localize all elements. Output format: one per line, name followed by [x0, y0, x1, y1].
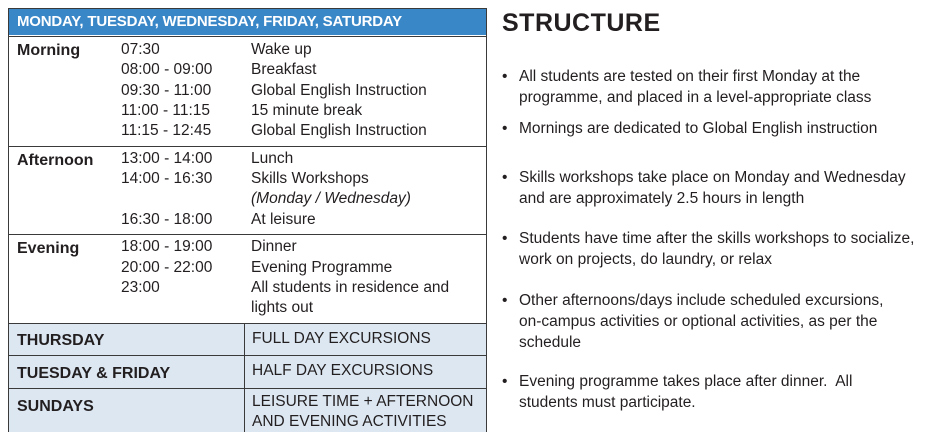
extra-row-sundays [9, 388, 486, 432]
row-time: 09:30 - 11:00 [121, 82, 212, 99]
bullet-icon: • [502, 230, 508, 247]
list-item-line: Mornings are dedicated to Global English instruction [519, 120, 878, 137]
list-item [502, 290, 883, 353]
extra-activity [244, 356, 486, 388]
extra-day-label: SUNDAYS [17, 398, 94, 415]
list-item-line: on-campus activities or optional activities, as per the [519, 313, 878, 330]
row-activity: lights out [251, 299, 314, 316]
period-evening [9, 234, 486, 325]
list-item-line: All students are tested on their first Monday at the [519, 68, 861, 85]
period-morning [9, 36, 486, 147]
structure-title: STRUCTURE [502, 9, 661, 37]
extra-activity-text: AND EVENING ACTIVITIES [252, 413, 447, 430]
schedule-row [9, 189, 486, 209]
schedule-row [9, 237, 486, 257]
row-activity: Dinner [251, 238, 297, 255]
bullet-icon: • [502, 292, 508, 309]
schedule-row [9, 60, 486, 80]
row-time: 08:00 - 09:00 [121, 61, 213, 78]
list-item-line: Skills workshops take place on Monday and Wednesday [519, 169, 906, 186]
list-item [502, 66, 871, 108]
row-activity: Breakfast [251, 61, 317, 78]
schedule-row [9, 169, 486, 189]
schedule-row [9, 81, 486, 101]
row-time: 11:00 - 11:15 [121, 102, 211, 119]
schedule-header: MONDAY, TUESDAY, WEDNESDAY, FRIDAY, SATURDAY [9, 9, 486, 35]
list-item-line: Students have time after the skills workshops to socialize, [519, 230, 915, 247]
extra-activity-text: HALF DAY EXCURSIONS [252, 362, 434, 379]
extra-activity-text: FULL DAY EXCURSIONS [252, 330, 431, 347]
bullet-icon: • [502, 120, 508, 137]
list-item-line: Evening programme takes place after dinner. All [519, 373, 853, 390]
list-item-line: work on projects, do laundry, or relax [519, 251, 772, 268]
row-time: 18:00 - 19:00 [121, 238, 213, 255]
extra-row-tuesday-friday [9, 355, 486, 388]
list-item [502, 167, 906, 209]
structure-section [502, 8, 947, 411]
bullet-icon: • [502, 373, 508, 390]
list-item-line: programme, and placed in a level-appropriate class [519, 89, 872, 106]
schedule-row [9, 210, 486, 230]
list-item-line: students must participate. [519, 394, 696, 411]
row-activity: Global English Instruction [251, 82, 427, 99]
row-time: 23:00 [121, 279, 160, 296]
bullet-icon: • [502, 68, 508, 85]
list-item-line: schedule [519, 334, 582, 351]
bullet-icon: • [502, 169, 508, 186]
list-item [502, 228, 914, 270]
row-activity: At leisure [251, 211, 316, 228]
row-activity: (Monday / Wednesday) [251, 190, 411, 207]
schedule-row [9, 298, 486, 318]
list-item-line: and are approximately 2.5 hours in length [519, 190, 805, 207]
row-time: 07:30 [121, 41, 160, 58]
extra-activity-text: LEISURE TIME + AFTERNOON [252, 393, 474, 410]
period-afternoon [9, 146, 486, 235]
extra-day-label: THURSDAY [17, 332, 105, 349]
schedule-row [9, 149, 486, 169]
row-time: 20:00 - 22:00 [121, 259, 213, 276]
list-item-line: Other afternoons/days include scheduled excursions, [519, 292, 884, 309]
row-time: 11:15 - 12:45 [121, 122, 212, 139]
row-activity: All students in residence and [251, 279, 450, 296]
row-activity: Wake up [251, 41, 312, 58]
period-name: Morning [17, 42, 81, 59]
row-activity: Skills Workshops [251, 170, 369, 187]
row-time: 14:00 - 16:30 [121, 170, 213, 187]
row-activity: Global English Instruction [251, 122, 427, 139]
extra-row-thursday [9, 323, 486, 355]
schedule-row [9, 258, 486, 278]
row-activity: Evening Programme [251, 259, 393, 276]
schedule-row [9, 121, 486, 141]
row-time: 13:00 - 14:00 [121, 150, 213, 167]
schedule-row [9, 278, 486, 298]
extra-activity [244, 324, 486, 355]
schedule-table [8, 8, 487, 432]
schedule-row [9, 40, 486, 60]
list-item [502, 371, 852, 413]
list-item [502, 118, 877, 139]
row-activity: 15 minute break [251, 102, 363, 119]
schedule-row [9, 101, 486, 121]
row-activity: Lunch [251, 150, 294, 167]
extra-day-label: TUESDAY & FRIDAY [17, 365, 171, 382]
extra-activity [244, 389, 486, 432]
period-name: Evening [17, 240, 80, 257]
row-time: 16:30 - 18:00 [121, 211, 213, 228]
period-name: Afternoon [17, 152, 94, 169]
